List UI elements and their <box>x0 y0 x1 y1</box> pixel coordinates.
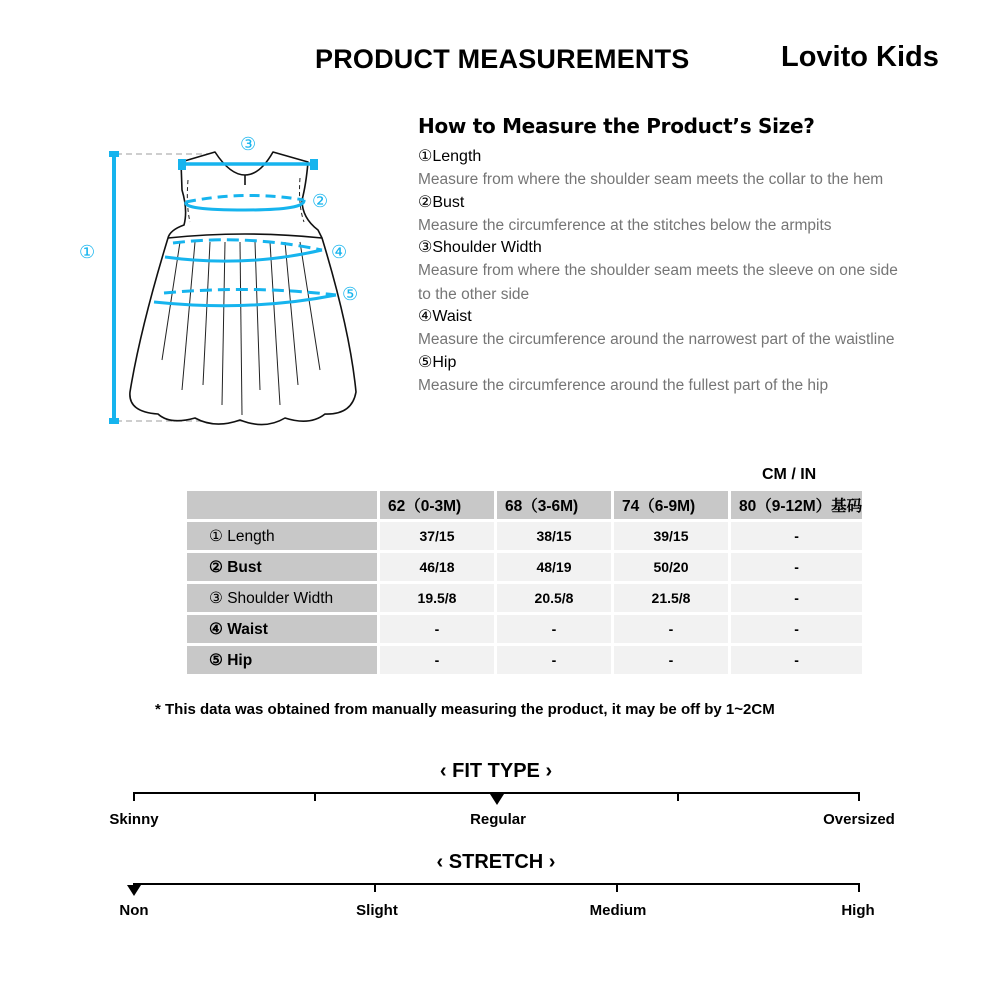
fit-type-tick <box>677 792 679 801</box>
table-cell: - <box>380 646 494 674</box>
table-cell: 20.5/8 <box>497 584 611 612</box>
table-cell: 39/15 <box>614 522 728 550</box>
how-to-measure-section <box>418 114 958 397</box>
measure-item-title: ⑤Hip <box>418 353 457 371</box>
measurement-note: * This data was obtained from manually measuring the product, it may be off by 1~2CM <box>155 701 775 718</box>
table-row <box>187 646 862 674</box>
table-cell: 46/18 <box>380 553 494 581</box>
measure-item-shoulder <box>418 237 958 306</box>
callout-waist: ④ <box>331 242 348 262</box>
measure-item-waist <box>418 306 958 352</box>
measure-item-desc: Measure the circumference at the stitches below the armpits <box>418 216 832 234</box>
table-cell: 48/19 <box>497 553 611 581</box>
page-title: PRODUCT MEASUREMENTS <box>315 44 690 74</box>
table-cell: - <box>380 615 494 643</box>
unit-label: CM / IN <box>762 466 817 483</box>
table-row <box>187 584 862 612</box>
table-row <box>187 522 862 550</box>
fit-label-oversized: Oversized <box>823 811 895 828</box>
stretch-label-medium: Medium <box>589 902 647 919</box>
table-row <box>187 553 862 581</box>
fit-type-tick <box>133 792 135 801</box>
table-cell: 50/20 <box>614 553 728 581</box>
callout-hip: ⑤ <box>342 284 359 304</box>
measure-item-title: ①Length <box>418 148 482 165</box>
fit-label-skinny: Skinny <box>109 811 159 828</box>
fit-label-regular: Regular <box>470 811 526 828</box>
fit-type-marker <box>490 794 504 805</box>
stretch-label-slight: Slight <box>356 902 398 919</box>
fit-type-tick <box>858 792 860 801</box>
table-header-row <box>187 491 862 519</box>
table-cell: - <box>497 615 611 643</box>
row-label: ① Length <box>187 522 377 550</box>
brand-logo: Lovito Kids <box>781 41 939 73</box>
callout-length: ① <box>79 242 96 262</box>
table-cell: 38/15 <box>497 522 611 550</box>
column-header: 80（9-12M）基码 <box>731 491 862 519</box>
measure-item-desc: Measure the circumference around the narrowest part of the waistline <box>418 331 895 348</box>
table-cell: - <box>731 615 862 643</box>
column-header: 62（0-3M) <box>380 491 494 519</box>
table-cell: - <box>731 522 862 550</box>
table-cell: - <box>497 646 611 674</box>
measure-item-title: ④Waist <box>418 308 472 325</box>
table-cell: - <box>614 615 728 643</box>
measure-item-length <box>418 146 958 192</box>
size-table <box>184 488 865 677</box>
table-cell: - <box>731 646 862 674</box>
stretch-label-high: High <box>841 902 875 919</box>
row-label: ③ Shoulder Width <box>187 584 377 612</box>
fit-type-tick <box>314 792 316 801</box>
measure-item-hip <box>418 352 958 398</box>
column-header: 74（6-9M) <box>614 491 728 519</box>
stretch-tick <box>374 883 376 892</box>
measure-item-desc: Measure from where the shoulder seam meets the sleeve on one side to the other side <box>418 262 898 303</box>
callout-bust: ② <box>312 191 329 211</box>
table-cell: 19.5/8 <box>380 584 494 612</box>
measure-item-desc: Measure the circumference around the fullest part of the hip <box>418 376 829 394</box>
row-label: ⑤ Hip <box>187 646 377 674</box>
measure-item-bust <box>418 192 958 238</box>
column-header: 68（3-6M) <box>497 491 611 519</box>
table-cell: - <box>731 553 862 581</box>
stretch-tick <box>858 883 860 892</box>
table-cell: 21.5/8 <box>614 584 728 612</box>
table-cell: 37/15 <box>380 522 494 550</box>
dress-illustration <box>70 130 380 430</box>
stretch-title: ‹ STRETCH › <box>436 851 556 873</box>
row-label: ④ Waist <box>187 615 377 643</box>
how-to-heading: How to Measure the Product’s Size? <box>418 114 815 138</box>
dress-measurement-figure <box>70 130 380 430</box>
measure-item-title: ②Bust <box>418 193 465 211</box>
stretch-label-non: Non <box>119 902 149 919</box>
table-row <box>187 615 862 643</box>
table-cell: - <box>731 584 862 612</box>
table-cell: - <box>614 646 728 674</box>
measure-item-title: ③Shoulder Width <box>418 239 542 256</box>
stretch-scale <box>133 883 860 885</box>
callout-shoulder: ③ <box>240 134 257 154</box>
fit-type-title: ‹ FIT TYPE › <box>439 760 553 782</box>
stretch-tick <box>616 883 618 892</box>
table-corner <box>187 491 377 519</box>
row-label: ② Bust <box>187 553 377 581</box>
measure-item-desc: Measure from where the shoulder seam meets the collar to the hem <box>418 171 884 188</box>
stretch-marker <box>127 885 141 896</box>
